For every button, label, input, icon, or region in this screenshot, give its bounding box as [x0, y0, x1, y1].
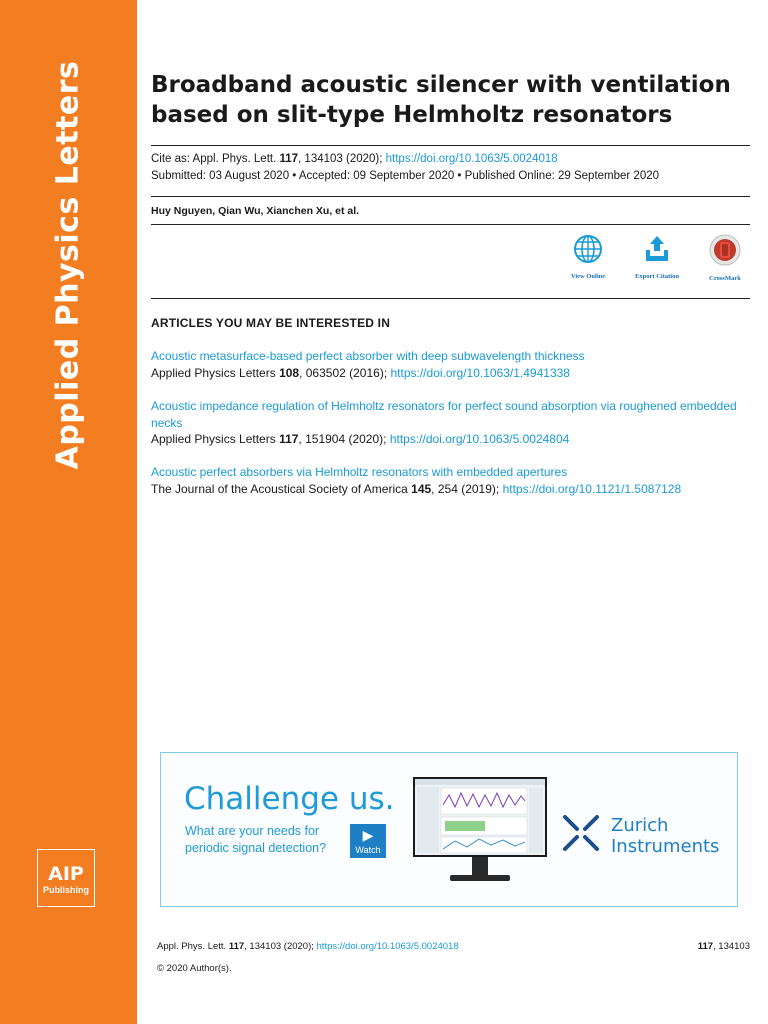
globe-icon [573, 234, 603, 264]
cite-prefix: Cite as: Appl. Phys. Lett. [151, 153, 280, 165]
ad-subtext: What are your needs for periodic signal detection? [185, 824, 327, 855]
author-list[interactable]: Huy Nguyen, Qian Wu, Xianchen Xu, et al. [151, 205, 360, 217]
zurich-instruments-logo-icon [561, 813, 601, 853]
crossmark-button[interactable] [695, 234, 755, 282]
watch-video-button[interactable] [350, 824, 386, 858]
export-citation-label: Export Citation [635, 273, 679, 280]
aip-publishing-logo[interactable] [37, 849, 95, 907]
crossmark-icon [709, 234, 741, 266]
related-article-source [151, 365, 741, 382]
related-article-title-link[interactable]: Acoustic perfect absorbers via Helmholtz resonators with embedded apertures [151, 465, 568, 479]
software-screenshot-graphic [415, 779, 545, 855]
footer-cite-rest: , 134103 (2020); [244, 941, 317, 952]
source-rest: , 151904 (2020); [298, 432, 390, 446]
aip-logo-sub: Publishing [43, 885, 89, 895]
play-icon: ▶ [362, 827, 374, 843]
crossmark-label: CrossMark [709, 275, 741, 282]
source-doi-link[interactable]: https://doi.org/10.1063/5.0024804 [389, 432, 570, 446]
related-article [151, 348, 741, 381]
monitor-base [450, 875, 510, 881]
related-article [151, 398, 741, 448]
related-articles-heading: ARTICLES YOU MAY BE INTERESTED IN [151, 316, 391, 330]
cite-doi-link[interactable]: https://doi.org/10.1063/5.0024018 [385, 153, 558, 165]
brand-line-2: Instruments [611, 836, 720, 857]
source-volume: 145 [411, 481, 432, 496]
view-online-button[interactable] [558, 234, 618, 280]
monitor-screen [415, 779, 545, 855]
advertisement-banner[interactable] [160, 752, 738, 907]
footer-page-id [698, 941, 750, 952]
divider [151, 298, 750, 299]
related-article-source [151, 431, 741, 448]
source-journal: Applied Physics Letters [151, 365, 280, 380]
footer-doi-link[interactable]: https://doi.org/10.1063/5.0024018 [316, 941, 459, 952]
cite-rest: , 134103 (2020); [298, 153, 386, 165]
source-volume: 108 [279, 365, 300, 380]
export-icon [642, 234, 672, 264]
source-journal: Applied Physics Letters [151, 432, 280, 446]
zurich-instruments-brand [611, 815, 719, 857]
source-journal: The Journal of the Acoustical Society of America [151, 481, 412, 496]
footer-citation [157, 941, 459, 952]
source-volume: 117 [279, 432, 299, 446]
source-doi-link[interactable]: https://doi.org/10.1121/1.5087128 [502, 481, 682, 496]
divider [151, 196, 750, 197]
cite-as [151, 153, 558, 165]
divider [151, 145, 750, 146]
monitor-image [413, 777, 547, 857]
source-doi-link[interactable]: https://doi.org/10.1063/1.4941338 [390, 365, 570, 380]
divider [151, 224, 750, 225]
article-title: Broadband acoustic silencer with ventilation based on slit-type Helmholtz resonators [151, 72, 731, 128]
footer-cite-prefix: Appl. Phys. Lett. [157, 941, 229, 952]
source-rest: , 063502 (2016); [299, 365, 391, 380]
export-citation-button[interactable] [627, 234, 687, 280]
brand-line-1: Zurich [611, 815, 669, 836]
footer-page-rest: , 134103 [713, 941, 750, 952]
related-article-title-link[interactable]: Acoustic metasurface-based perfect absorber with deep subwavelength thickness [151, 349, 585, 363]
related-article-title-link[interactable]: Acoustic impedance regulation of Helmholtz resonators for perfect sound absorption via roughened embedded necks [151, 399, 737, 430]
monitor-stand [472, 857, 488, 875]
cite-volume: 117 [279, 153, 299, 165]
ad-headline: Challenge us. [184, 781, 395, 817]
related-article [151, 464, 741, 497]
footer-cite-volume: 117 [228, 941, 245, 952]
view-online-label: View Online [570, 273, 606, 280]
journal-sidebar [0, 0, 137, 1024]
aip-logo-main: AIP [48, 863, 84, 885]
journal-name: Applied Physics Letters [50, 60, 86, 470]
footer-page-volume: 117 [697, 941, 714, 952]
related-article-source [151, 481, 741, 498]
article-dates: Submitted: 03 August 2020 • Accepted: 09 September 2020 • Published Online: 29 September 2020 [151, 170, 660, 182]
watch-label: Watch [355, 845, 381, 855]
copyright-notice: © 2020 Author(s). [157, 963, 232, 974]
source-rest: , 254 (2019); [431, 481, 503, 496]
